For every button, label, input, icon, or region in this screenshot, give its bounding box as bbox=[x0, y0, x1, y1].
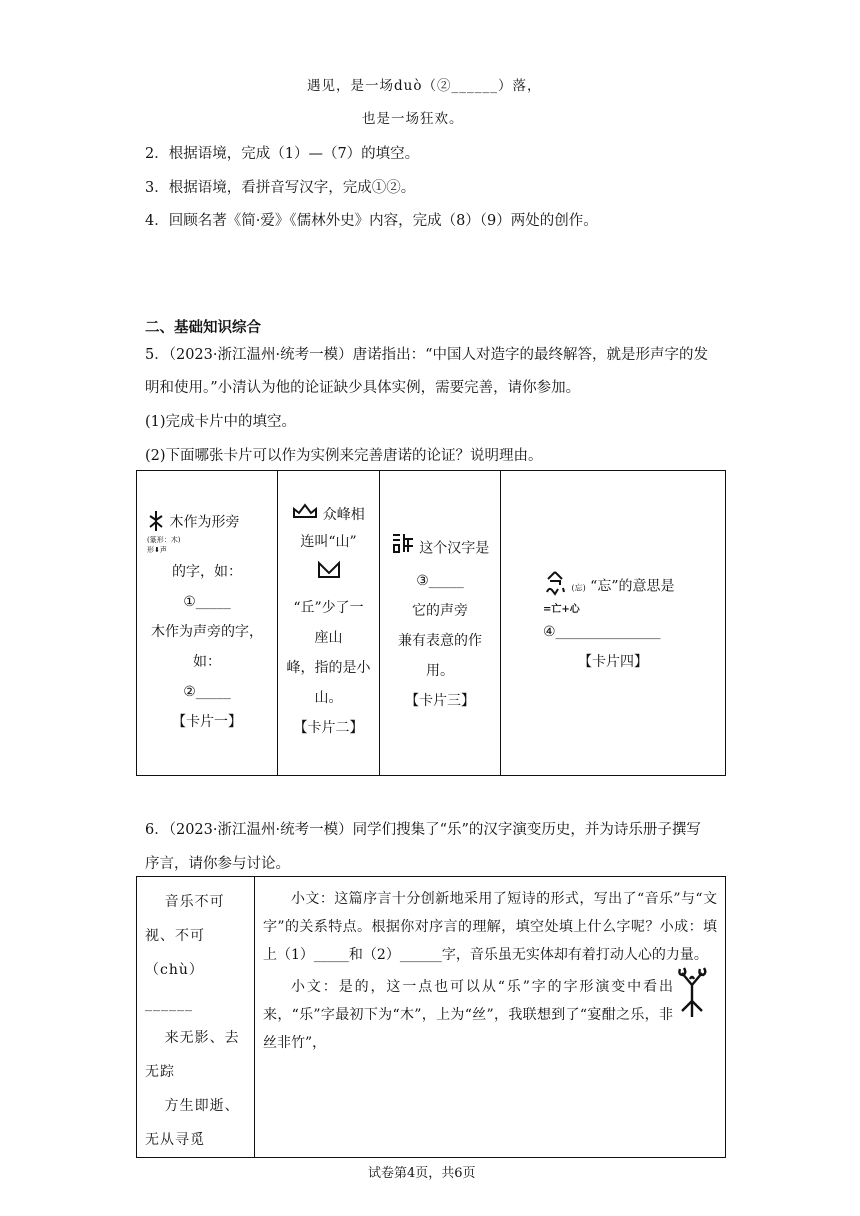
section-heading: 二、基础知识综合 bbox=[145, 319, 261, 336]
discussion-paragraph-1: 小文：这篇序言十分创新地采用了短诗的形式，写出了“音乐”与“文字”的关系特点。根据你对序言的理解，填空处填上什么字呢？小成：填上（1）_____和（2）______字，音乐虽无实体却有着打动人心的力量。 bbox=[263, 891, 717, 963]
card-one-glyph-note: (篆形：木) bbox=[147, 535, 181, 544]
q5-stem-line-1: 5．（2023·浙江温州·统考一模）唐诺指出：“中国人对造字的最终解答，就是形声字的发 bbox=[145, 347, 709, 363]
card-one-line: 木作为声旁的字， bbox=[151, 623, 263, 640]
card-one-glyph-note-2: 形⬇声 bbox=[147, 545, 167, 554]
card-four bbox=[501, 471, 726, 776]
discussion-cell bbox=[255, 877, 726, 1158]
preface-poem-line: 无踪 bbox=[145, 1064, 175, 1080]
card-three-line: 这个汉字是 bbox=[419, 540, 490, 556]
mountain-glyph-icon bbox=[292, 503, 318, 527]
card-one-blank-1: ①_____ bbox=[183, 593, 231, 610]
preface-poem-line: 无从寻觅 bbox=[145, 1132, 205, 1148]
poem-line-2: 也是一场狂欢。 bbox=[362, 111, 464, 127]
hill-glyph-icon bbox=[316, 557, 342, 593]
preface-poem-cell bbox=[137, 877, 255, 1158]
question-2: 2．根据语境，完成（1）—（7）的填空。 bbox=[145, 146, 420, 162]
card-table bbox=[136, 470, 726, 776]
card-two-line: 连叫“山” bbox=[300, 534, 357, 550]
card-one-line: 如： bbox=[193, 653, 221, 670]
ancient-yue-glyph-icon bbox=[675, 965, 709, 1029]
card-four-line-1: “忘”的意思是 bbox=[590, 578, 675, 594]
q5-sub-1: (1)完成卡片中的填空。 bbox=[145, 414, 297, 430]
q6-table bbox=[136, 876, 726, 1158]
card-two-label: 【卡片二】 bbox=[293, 720, 364, 736]
question-4: 4．回顾名著《简·爱》《儒林外史》内容，完成（8）（9）两处的创作。 bbox=[145, 213, 598, 229]
seal-character-glyph-icon bbox=[391, 531, 415, 566]
card-two bbox=[278, 471, 380, 776]
card-four-blank: ④_______________ bbox=[543, 623, 661, 640]
card-four-glyph-note: (忘) bbox=[571, 583, 586, 592]
card-one bbox=[137, 471, 278, 776]
seal-wood-glyph-icon bbox=[147, 510, 165, 535]
card-three-blank: ③_____ bbox=[416, 572, 464, 589]
card-three-line: 兼有表意的作 bbox=[398, 632, 482, 649]
card-one-line: 的字，如： bbox=[172, 563, 242, 580]
card-three-line: 用。 bbox=[426, 662, 454, 679]
card-one-line: 木作为形旁 bbox=[169, 514, 240, 530]
card-two-line: 座山 bbox=[314, 630, 343, 646]
card-four-formula: =亡+心 bbox=[543, 603, 580, 615]
forget-glyph-icon bbox=[543, 570, 567, 603]
card-two-line: “丘”少了一 bbox=[293, 600, 364, 616]
card-two-line: 峰，指的是小 bbox=[286, 660, 371, 676]
card-three-label: 【卡片三】 bbox=[405, 692, 475, 709]
card-two-line: 众峰相 bbox=[322, 507, 365, 523]
preface-poem-blank: ______ bbox=[145, 996, 193, 1012]
card-two-line: 山。 bbox=[314, 690, 343, 706]
q5-sub-2: (2)下面哪张卡片可以作为实例来完善唐诺的论证？说明理由。 bbox=[145, 448, 543, 464]
preface-poem-line: 来无影、去 bbox=[164, 1030, 240, 1046]
card-three bbox=[380, 471, 501, 776]
q5-stem-line-2: 明和使用。”小清认为他的论证缺少具体实例，需要完善，请你参加。 bbox=[145, 380, 581, 396]
poem-line-1: 遇见，是一场duò（②______）落， bbox=[307, 78, 542, 94]
question-3: 3．根据语境，看拼音写汉字，完成①②。 bbox=[145, 180, 416, 196]
card-one-blank-2: ②_____ bbox=[183, 683, 231, 700]
preface-poem-line: 视、不可（chù） bbox=[145, 928, 205, 978]
q6-stem-line-2: 序言，请你参与讨论。 bbox=[145, 856, 290, 872]
card-four-label: 【卡片四】 bbox=[578, 653, 648, 670]
preface-poem-line: 音乐不可 bbox=[164, 894, 225, 910]
card-one-label: 【卡片一】 bbox=[172, 713, 242, 730]
preface-poem-line: 方生即逝、 bbox=[164, 1098, 240, 1114]
discussion-paragraph-2: 小文：是的，这一点也可以从“乐”字的字形演变中看出来，“乐”字最初下为“木”，上为“丝”，我联想到了“宴酣之乐，非丝非竹”， bbox=[263, 979, 673, 1051]
page-footer: 试卷第4页，共6页 bbox=[368, 1166, 476, 1181]
card-three-line: 它的声旁 bbox=[412, 602, 468, 619]
q6-stem-line-1: 6．（2023·浙江温州·统考一模）同学们搜集了“乐”的汉字演变历史，并为诗乐册子撰写 bbox=[145, 822, 701, 838]
